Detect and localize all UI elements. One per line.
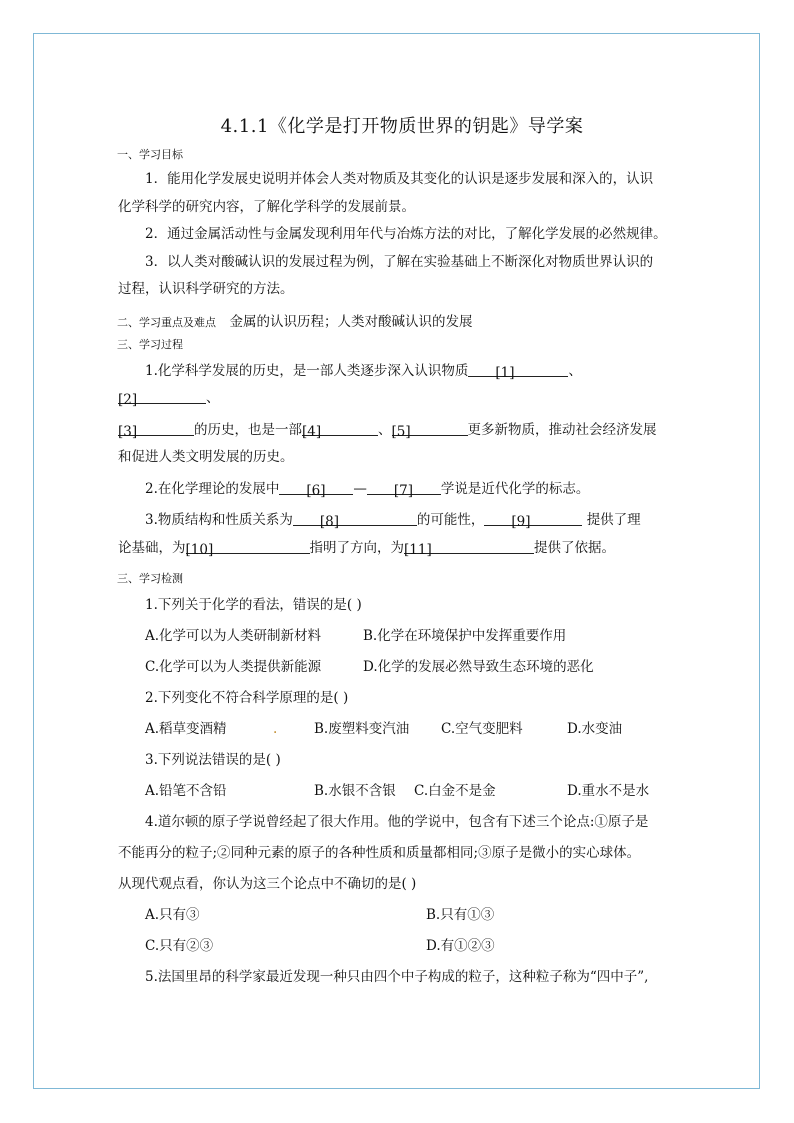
option-d[interactable]: D.化学的发展必然导致生态环境的恶化 (363, 659, 594, 675)
test-q4-options-2 (118, 931, 678, 962)
blank-4[interactable] (302, 419, 378, 440)
option-b[interactable]: B.水银不含银 (314, 783, 396, 799)
option-b[interactable]: B.化学在环境保护中发挥重要作用 (363, 628, 567, 644)
dash: — (353, 480, 367, 497)
blank-2-label: [2] (118, 392, 138, 408)
process-q1-line1 (118, 358, 678, 386)
objective-3a: 3．以人类对酸碱认识的发展过程为例，了解在实验基础上不断深化对物质世界认识的 (145, 253, 654, 270)
blank-1[interactable] (468, 360, 568, 381)
process-q3-line1 (118, 507, 678, 535)
option-a[interactable]: A.铅笔不含铅 (145, 783, 227, 799)
process-q3-l2b: 指明了方向，为 (309, 539, 404, 556)
blank-10[interactable] (185, 537, 310, 558)
blank-8[interactable] (293, 509, 417, 530)
process-q1-line2 (118, 385, 678, 413)
separator: 、 (378, 421, 392, 438)
process-q2-tail: 学说是近代化学的标志。 (440, 480, 590, 497)
test-q5: 5.法国里昂的科学家最近发现一种只由四个中子构成的粒子，这种粒子称为“四中子”, (145, 969, 649, 985)
blank-2[interactable] (118, 387, 206, 408)
option-d[interactable]: D.重水不是水 (567, 783, 650, 799)
test-q3: 3.下列说法错误的是( ) (145, 752, 281, 768)
option-b[interactable]: B.只有①③ (426, 907, 495, 923)
section-heading-process: 三、学习过程 (117, 337, 183, 351)
document-title: 4.1.1《化学是打开物质世界的钥匙》导学案 (220, 116, 584, 137)
process-q1-line4: 和促进人类文明发展的历史。 (118, 449, 294, 465)
blank-11-label: [11] (404, 541, 432, 558)
option-c[interactable]: C.只有②③ (145, 938, 214, 954)
blank-7[interactable] (367, 478, 441, 499)
process-q3-tail: 提供了理 (586, 512, 641, 528)
blank-9-label: [9] (511, 514, 531, 530)
objective-2: 2．通过金属活动性与金属发现利用年代与冶炼方法的对比，了解化学发展的必然规律。 (145, 226, 667, 242)
test-q1: 1.下列关于化学的看法，错误的是( ) (145, 597, 362, 613)
separator: 、 (206, 390, 220, 406)
section-heading-objectives: 一、学习目标 (117, 148, 183, 161)
test-q2: 2.下列变化不符合科学原理的是( ) (145, 690, 349, 706)
option-c[interactable]: C.白金不是金 (414, 783, 496, 799)
process-q1-lead: 1.化学科学发展的历史，是一部人类逐步深入认识物质 (145, 362, 469, 379)
option-a[interactable]: A.只有③ (145, 907, 200, 923)
option-d[interactable]: D.水变油 (567, 721, 623, 737)
test-q3-options (118, 776, 678, 807)
section-heading-focus-label: 二、学习重点及难点 (117, 315, 216, 329)
process-q3-lead: 3.物质结构和性质关系为 (145, 512, 293, 528)
blank-3-label: [3] (118, 423, 138, 440)
blank-5-label: [5] (391, 423, 411, 440)
test-q4-line3: 从现代观点看，你认为这三个论点中不确切的是( ) (118, 876, 417, 892)
option-c[interactable]: C.空气变肥料 (441, 721, 523, 737)
process-q3-line2 (118, 535, 678, 563)
blank-11[interactable] (404, 537, 534, 558)
process-q1-mid: 的历史，也是一部 (194, 421, 302, 438)
blank-8-label: [8] (319, 514, 340, 530)
process-q1-tail: 更多新物质，推动社会经济发展 (467, 421, 657, 438)
blank-5[interactable] (391, 419, 468, 440)
section-heading-focus (117, 310, 678, 330)
process-q1-line3 (118, 417, 678, 445)
separator: 、 (568, 362, 582, 379)
section-heading-test: 三、学习检测 (117, 572, 183, 585)
blank-1-label: [1] (495, 364, 515, 381)
objective-1b: 化学科学的研究内容，了解化学科学的发展前景。 (118, 198, 415, 215)
process-q2 (118, 476, 678, 504)
option-c[interactable]: C.化学可以为人类提供新能源 (145, 659, 322, 675)
test-q4-options (118, 900, 678, 931)
option-b[interactable]: B.废塑料变汽油 (314, 721, 410, 737)
blank-3[interactable] (118, 419, 194, 440)
test-q4-line1: 4.道尔顿的原子学说曾经起了很大作用。他的学说中，包含有下述三个论点:①原子是 (145, 814, 649, 830)
document-body (118, 112, 678, 993)
process-q3-l2a: 论基础，为 (118, 539, 186, 556)
process-q3-l2c: 提供了依据。 (534, 539, 615, 556)
blank-9[interactable] (484, 509, 582, 530)
objective-1a: 1．能用化学发展史说明并体会人类对物质及其变化的认识是逐步发展和深入的，认识 (145, 171, 654, 187)
blank-10-label: [10] (185, 541, 214, 558)
objective-3b: 过程，认识科学研究的方法。 (118, 281, 294, 297)
process-q3-mid: 的可能性， (416, 512, 485, 528)
test-q1-options-2 (118, 652, 678, 683)
option-d[interactable]: D.有①②③ (426, 938, 495, 954)
test-q2-options (118, 714, 678, 745)
blank-6[interactable] (279, 478, 353, 499)
option-a[interactable]: A.稻草变酒精 (145, 721, 227, 737)
stray-dot: . (273, 721, 278, 737)
blank-7-label: [7] (393, 482, 414, 499)
test-q4-line2: 不能再分的粒子;②同种元素的原子的各种性质和质量都相同;③原子是微小的实心球体。 (118, 845, 641, 861)
option-a[interactable]: A.化学可以为人类研制新材料 (145, 628, 322, 644)
blank-6-label: [6] (306, 482, 326, 499)
blank-4-label: [4] (302, 423, 322, 440)
focus-content: 金属的认识历程；人类对酸碱认识的发展 (229, 313, 473, 330)
test-q1-options (118, 621, 678, 652)
process-q2-lead: 2.在化学理论的发展中 (145, 480, 280, 497)
